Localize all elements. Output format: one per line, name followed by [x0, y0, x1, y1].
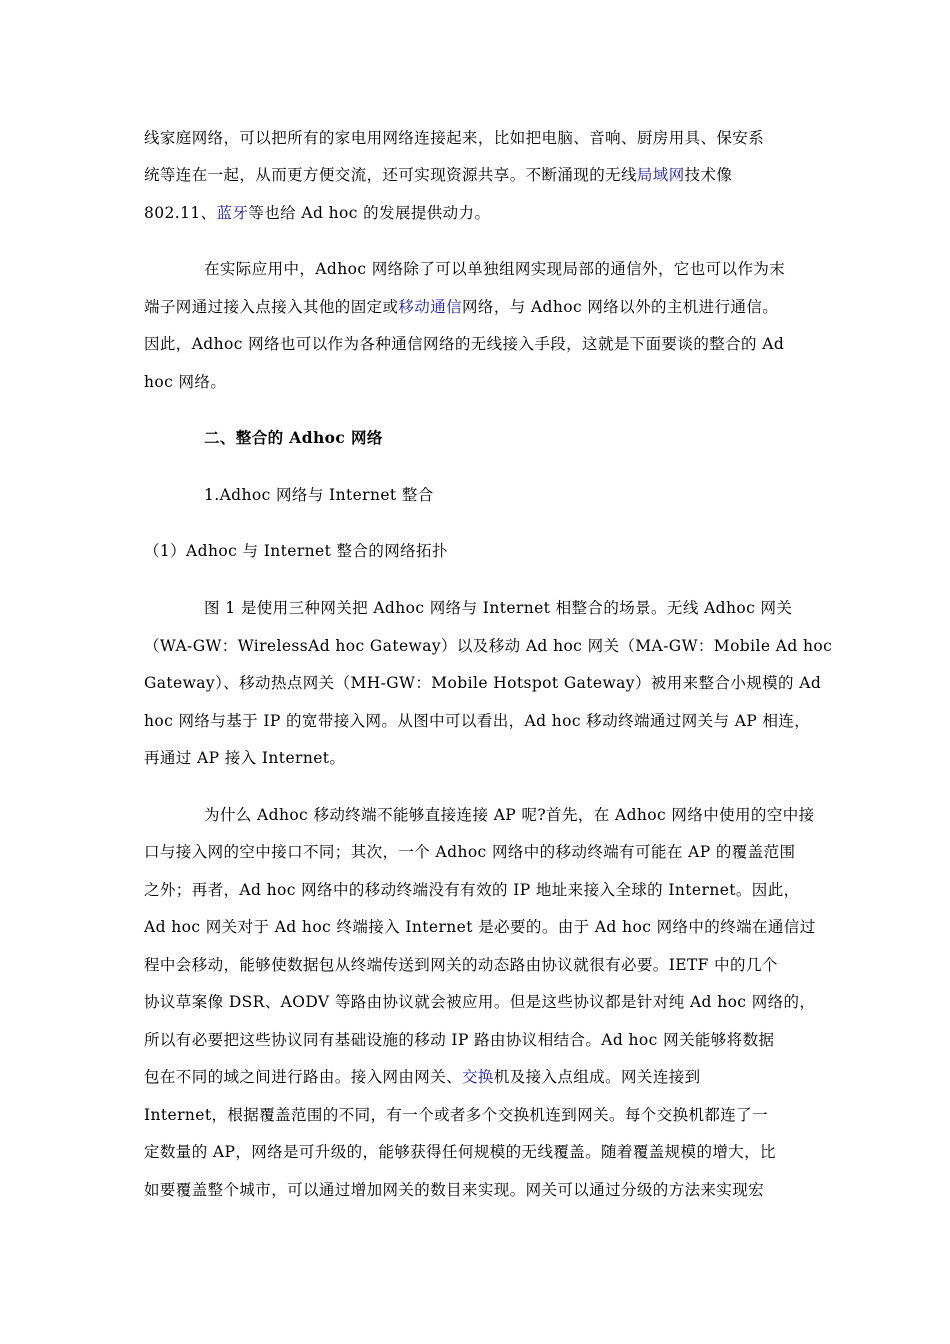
subsection-heading	[204, 485, 434, 505]
text-line	[204, 598, 792, 618]
text-segment: Gateway）、移动热点网关（MH-GW：Mobile Hotspot Gateway）被用来整合小规模的 Ad	[144, 674, 822, 692]
text-segment: 1.Adhoc 网络与 Internet 整合	[204, 486, 434, 504]
text-line	[144, 372, 226, 392]
text-segment: 二、整合的 Adhoc 网络	[204, 428, 383, 447]
text-segment: 统等连在一起，从而更方便交流，还可实现资源共享。不断涌现的无线	[144, 166, 637, 184]
text-line	[144, 992, 815, 1012]
section-heading	[204, 428, 383, 448]
text-line	[144, 1030, 774, 1050]
sub-subsection-heading	[144, 541, 448, 561]
text-line	[144, 711, 810, 731]
link-lan[interactable]: 局域网	[636, 166, 685, 184]
text-line	[144, 636, 832, 656]
text-segment: （WA-GW：WirelessAd hoc Gateway）以及移动 Ad hoc 网关（MA-GW：Mobile Ad hoc	[144, 637, 833, 655]
text-segment: 在实际应用中，Adhoc 网络除了可以单独组网实现局部的通信外，它也可以作为末	[204, 260, 786, 278]
text-segment: 之外；再者，Ad hoc 网络中的移动终端没有有效的 IP 地址来接入全球的 Internet。因此，	[144, 881, 800, 899]
text-segment: 机及接入点组成。网关连接到	[493, 1068, 701, 1086]
text-line	[144, 1067, 701, 1087]
text-segment: 802.11、	[144, 204, 217, 222]
text-line	[144, 673, 821, 693]
text-line	[144, 748, 345, 768]
text-segment: 等也给 Ad hoc 的发展提供动力。	[248, 204, 491, 222]
text-segment: 包在不同的域之间进行路由。接入网由网关、	[144, 1068, 463, 1086]
text-line	[144, 842, 795, 862]
text-line	[144, 334, 784, 354]
text-segment: 网络，与 Adhoc 网络以外的主机进行通信。	[462, 298, 779, 316]
link-mobile-communication[interactable]: 移动通信	[398, 298, 463, 316]
text-line	[144, 1142, 776, 1162]
text-segment: 图 1 是使用三种网关把 Adhoc 网络与 Internet 相整合的场景。无线 Adhoc 网关	[204, 599, 793, 617]
text-segment: 口与接入网的空中接口不同；其次，一个 Adhoc 网络中的移动终端有可能在 AP 的覆盖范围	[144, 843, 796, 861]
text-segment: 技术像	[684, 166, 733, 184]
text-line	[144, 1105, 768, 1125]
text-line	[204, 259, 785, 279]
text-segment: 再通过 AP 接入 Internet。	[144, 749, 346, 767]
text-segment: 所以有必要把这些协议同有基础设施的移动 IP 路由协议相结合。Ad hoc 网关能够将数据	[144, 1031, 775, 1049]
text-segment: （1）Adhoc 与 Internet 整合的网络拓扑	[144, 542, 448, 560]
text-segment: 线家庭网络，可以把所有的家电用网络连接起来，比如把电脑、音响、厨房用具、保安系	[144, 129, 765, 147]
text-line	[144, 203, 490, 223]
text-segment: hoc 网络与基于 IP 的宽带接入网。从图中可以看出，Ad hoc 移动终端通过网关与 AP 相连，	[144, 712, 811, 730]
text-segment: hoc 网络。	[144, 373, 227, 391]
text-segment: 协议草案像 DSR、AODV 等路由协议就会被应用。但是这些协议都是针对纯 Ad hoc 网络的，	[144, 993, 816, 1011]
text-segment: Ad hoc 网关对于 Ad hoc 终端接入 Internet 是必要的。由于 Ad hoc 网络中的终端在通信过	[144, 918, 816, 936]
text-line	[144, 880, 800, 900]
text-segment: 为什么 Adhoc 移动终端不能够直接连接 AP 呢?首先，在 Adhoc 网络中使用的空中接	[204, 806, 815, 824]
text-segment: 因此，Adhoc 网络也可以作为各种通信网络的无线接入手段，这就是下面要谈的整合的 Ad	[144, 335, 785, 353]
text-segment: 如要覆盖整个城市，可以通过增加网关的数目来实现。网关可以通过分级的方法来实现宏	[144, 1181, 765, 1199]
text-line	[144, 128, 764, 148]
text-line	[144, 297, 778, 317]
text-segment: 定数量的 AP，网络是可升级的，能够获得任何规模的无线覆盖。随着覆盖规模的增大，比	[144, 1143, 776, 1161]
link-switch[interactable]: 交换	[462, 1068, 494, 1086]
text-line	[144, 1180, 764, 1200]
text-line	[144, 917, 816, 937]
text-line	[144, 165, 732, 185]
link-bluetooth[interactable]: 蓝牙	[216, 204, 249, 222]
text-line	[144, 955, 778, 975]
text-segment: Internet，根据覆盖范围的不同，有一个或者多个交换机连到网关。每个交换机都连了一	[144, 1106, 769, 1124]
text-segment: 端子网通过接入点接入其他的固定或	[144, 298, 399, 316]
text-segment: 程中会移动，能够使数据包从终端传送到网关的动态路由协议就很有必要。IETF 中的几个	[144, 956, 778, 974]
text-line	[204, 805, 815, 825]
